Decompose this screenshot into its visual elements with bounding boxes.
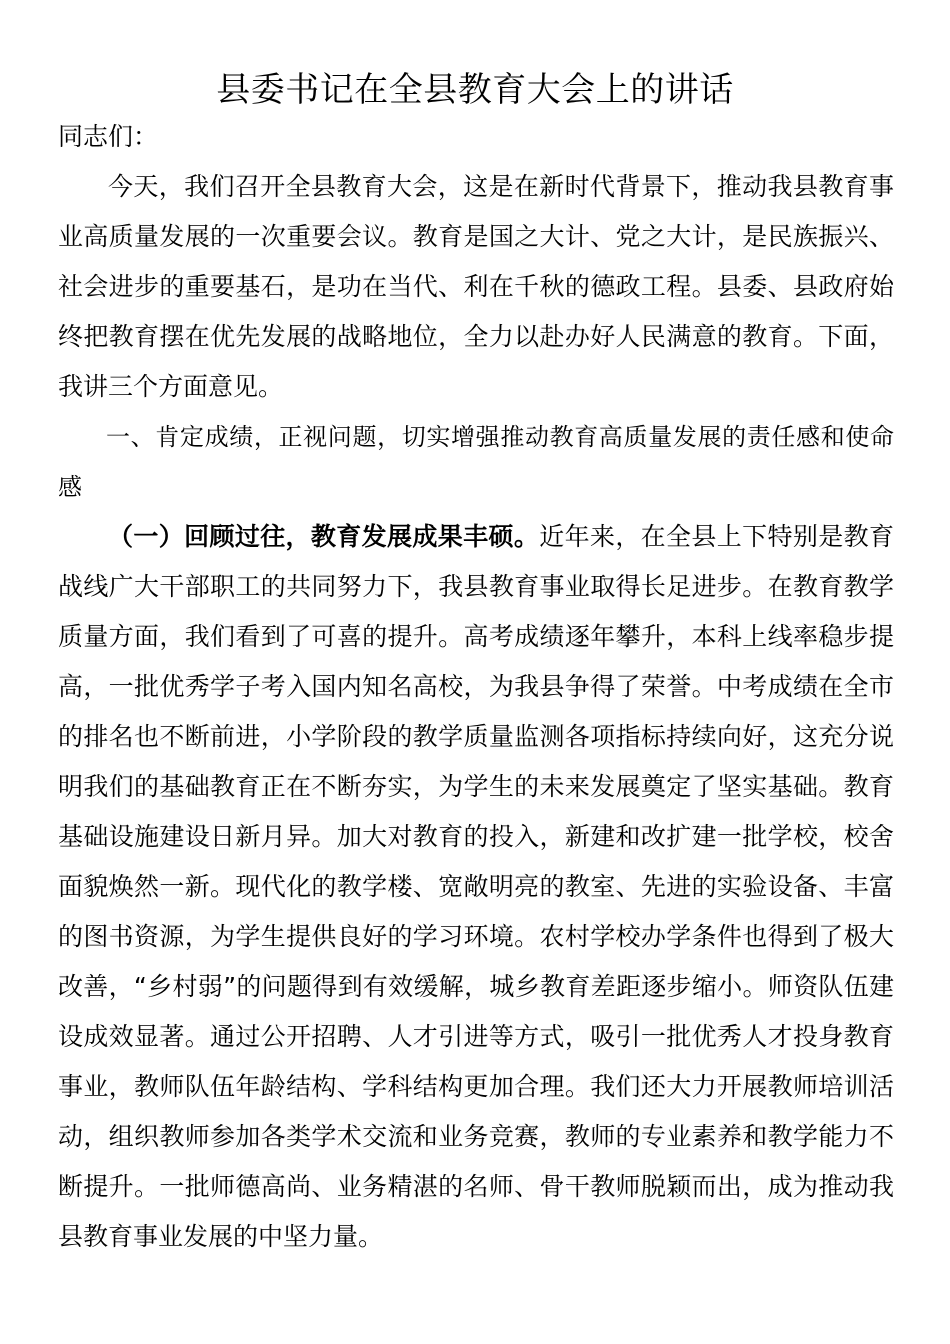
subsection-one-lead: （一）回顾过往，教育发展成果丰硕。 [108, 522, 540, 551]
intro-paragraph: 今天，我们召开全县教育大会，这是在新时代背景下，推动我县教育事业高质量发展的一次重要会议。教育是国之大计、党之大计，是民族振兴、社会进步的重要基石，是功在当代、利在千秋的德政工程。县委、县政府始终把教育摆在优先发展的战略地位，全力以赴办好人民满意的教育。下面，我讲三个方面意见。 [58, 172, 894, 401]
section-one-heading: 一、肯定成绩，正视问题，切实增强推动教育高质量发展的责任感和使命感 [58, 423, 894, 501]
subsection-one-text: 近年来，在全县上下特别是教育战线广大干部职工的共同努力下，我县教育事业取得长足进步。在教育教学质量方面，我们看到了可喜的提升。高考成绩逐年攀升，本科上线率稳步提高，一批优秀学子考入国内知名高校，为我县争得了荣誉。中考成绩在全市的排名也不断前进，小学阶段的教学质量监测各项指标持续向好，这充分说明我们的基础教育正在不断夯实，为学生的未来发展奠定了坚实基础。教育基础设施建设日新月异。加大对教育的投入，新建和改扩建一批学校，校舍面貌焕然一新。现代化的教学楼、宽敞明亮的教室、先进的实验设备、丰富的图书资源，为学生提供良好的学习环境。农村学校办学条件也得到了极大改善，“乡村弱”的问题得到有效缓解，城乡教育差距逐步缩小。师资队伍建设成效显著。通过公开招聘、人才引进等方式，吸引一批优秀人才投身教育事业，教师队伍年龄结构、学科结构更加合理。我们还大力开展教师培训活动，组织教师参加各类学术交流和业务竞赛，教师的专业素养和教学能力不断提升。一批师德高尚、业务精湛的名师、骨干教师脱颖而出，成为推动我县教育事业发展的中坚力量。 [58, 522, 894, 1251]
salutation: 同志们： [58, 122, 159, 151]
document-title: 县委书记在全县教育大会上的讲话 [216, 70, 734, 110]
subsection-one-paragraph [58, 512, 894, 1262]
document-body [58, 112, 894, 1262]
